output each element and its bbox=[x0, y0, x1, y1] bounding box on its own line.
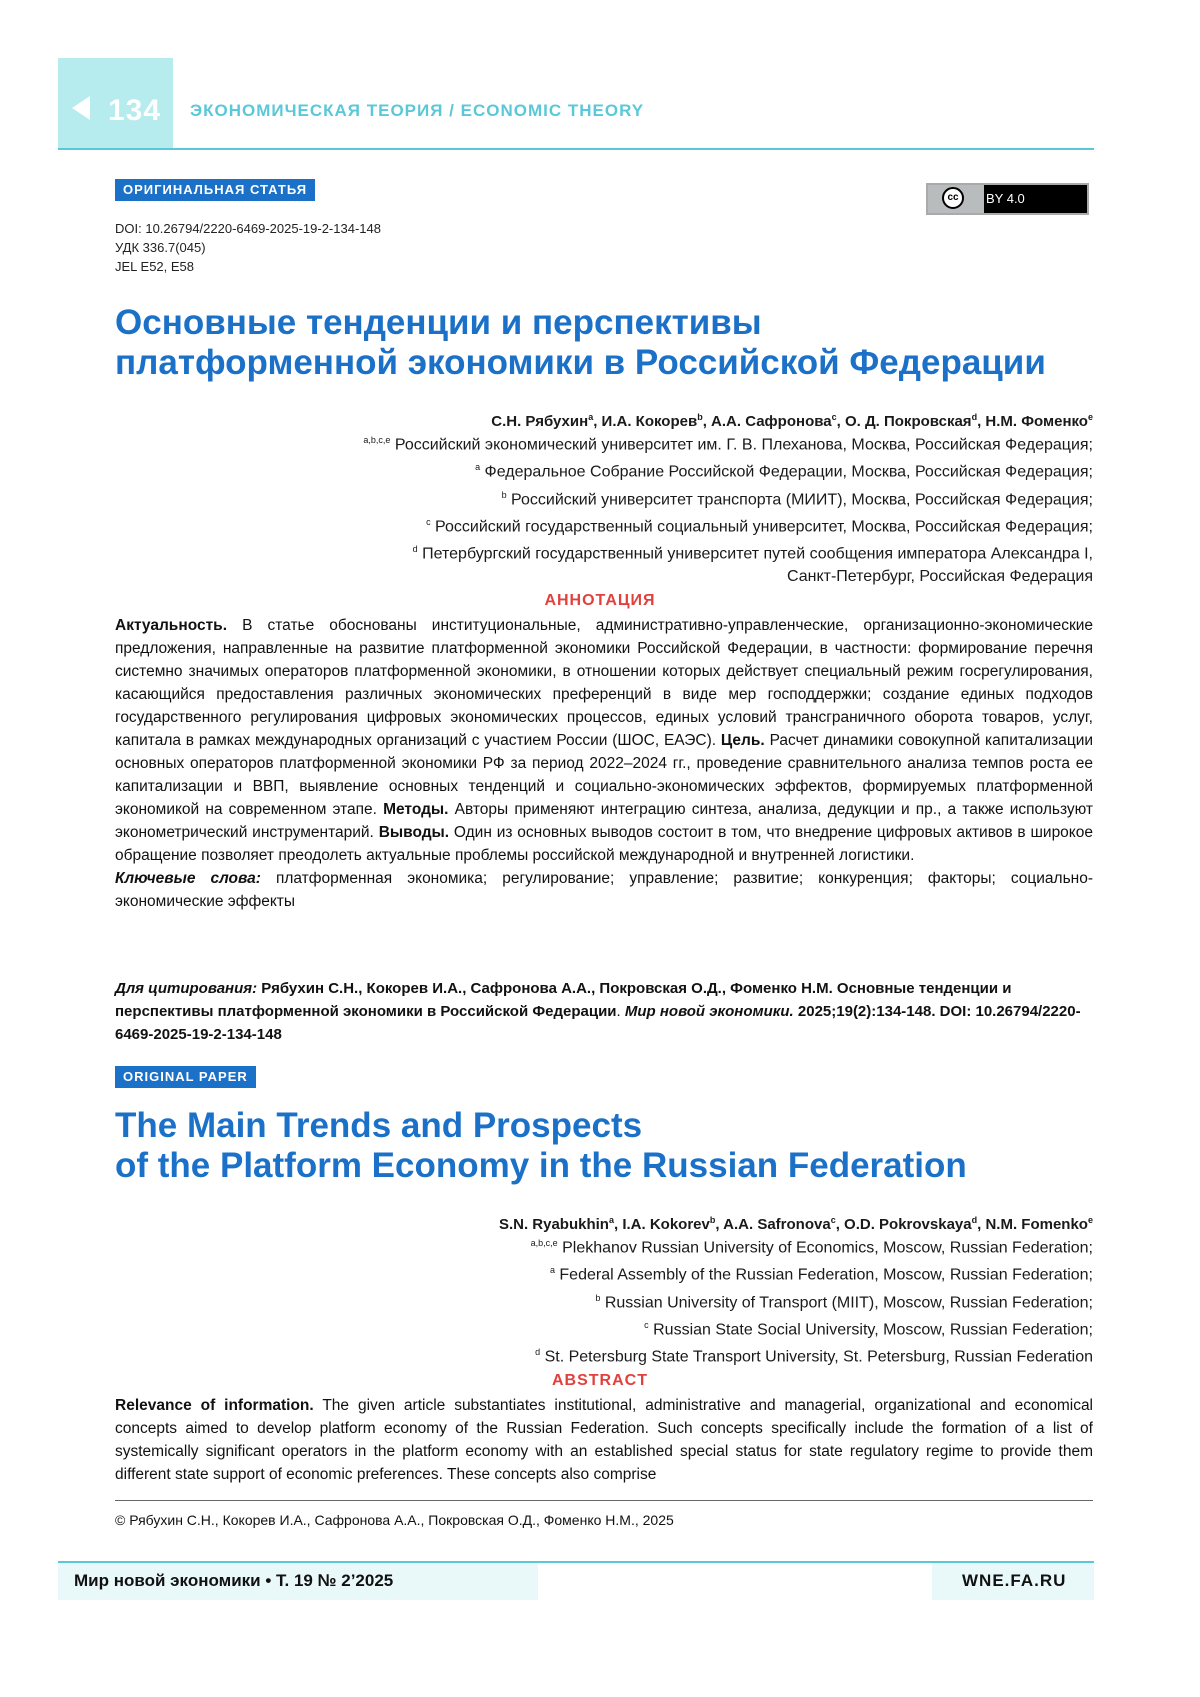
citation-label: Для цитирования: bbox=[115, 980, 257, 997]
original-article-badge: ОРИГИНАЛЬНАЯ СТАТЬЯ bbox=[115, 179, 315, 201]
affiliation bbox=[93, 456, 1093, 483]
methods-label: Методы. bbox=[383, 801, 448, 818]
ru-title bbox=[115, 303, 1115, 383]
affiliation-sup: b bbox=[502, 490, 507, 500]
citation-authors-title: Рябухин С.Н., Кокорев И.А., Сафронова А.А., Покровская О.Д., Фоменко Н.М. Основные тенденции и перспективы платформенной экономики в Российской Федерации bbox=[115, 980, 1011, 1020]
affiliation-text: Federal Assembly of the Russian Federation, Moscow, Russian Federation; bbox=[559, 1267, 1093, 1284]
affiliation-text: Российский государственный социальный университет, Москва, Российская Федерация; bbox=[435, 518, 1093, 535]
keywords-label: Ключевые слова: bbox=[115, 870, 261, 887]
cc-license-badge bbox=[926, 183, 1089, 215]
author-sup: b bbox=[697, 412, 703, 422]
author-sup: d bbox=[972, 412, 978, 422]
affiliation bbox=[93, 1314, 1093, 1341]
author-name: Н.М. Фоменко bbox=[985, 413, 1088, 430]
affiliation bbox=[93, 511, 1093, 538]
citation-journal: Мир новой экономики. bbox=[625, 1003, 794, 1020]
author-name: И.А. Кокорев bbox=[602, 413, 698, 430]
affiliation-sup: d bbox=[413, 544, 418, 554]
en-affiliations bbox=[93, 1232, 1093, 1369]
ru-abstract-heading: АННОТАЦИЯ bbox=[0, 592, 1200, 610]
affiliation-sup: b bbox=[595, 1293, 600, 1303]
copyright-divider bbox=[115, 1500, 1093, 1501]
author-sup: c bbox=[832, 412, 837, 422]
en-authors: S.N. Ryabukhina, I.A. Kokorevb, A.A. Safronovac, O.D. Pokrovskayad, N.M. Fomenkoe bbox=[93, 1209, 1093, 1236]
author-name: O.D. Pokrovskaya bbox=[844, 1216, 972, 1233]
goal-text: Расчет динамики совокупной капитализации основных операторов платформенной экономики РФ за период 2022–2024 гг., проведение сравнительного анализа темпов роста ее капитализации и ВВП, выявление основных тенденций и социально-экономических эффектов, формируемых платформенной экономикой на современном этапе. bbox=[115, 732, 1093, 818]
affiliation-sup: a bbox=[550, 1265, 555, 1275]
affiliation bbox=[93, 1232, 1093, 1259]
en-title bbox=[115, 1106, 1115, 1186]
relevance-text: The given article substantiates institutional, administrative and managerial, organizational and economical concepts aimed to develop platform economy of the Russian Federation. Such concepts specifically include the formation of a list of systemically significant operators in the platform economy with an established special status for state regulatory regime to provide them different state support of economic preferences. These concepts also comprise bbox=[115, 1397, 1093, 1483]
author-sup: c bbox=[831, 1215, 836, 1225]
cc-license-label: BY 4.0 bbox=[986, 191, 1025, 206]
doi: DOI: 10.26794/2220-6469-2025-19-2-134-148 bbox=[115, 221, 381, 236]
affiliation bbox=[93, 1287, 1093, 1314]
conclusions-text: Один из основных выводов состоит в том, что внедрение цифровых активов в широкое обращение позволяет преодолеть актуальные проблемы российской международной и внутренней логистики. bbox=[115, 824, 1093, 864]
affiliation-sup: a,b,c,e bbox=[531, 1238, 558, 1248]
affiliation-text: St. Petersburg State Transport University, St. Petersburg, Russian Federation bbox=[545, 1349, 1093, 1366]
author-name: О. Д. Покровская bbox=[845, 413, 972, 430]
author-sup: b bbox=[710, 1215, 716, 1225]
affiliation-text: Russian University of Transport (MIIT), Moscow, Russian Federation; bbox=[605, 1294, 1093, 1311]
affiliation bbox=[93, 1259, 1093, 1286]
en-title-line-1: The Main Trends and Prospects bbox=[115, 1106, 1115, 1146]
footer-journal: Мир новой экономики • Т. 19 № 2’2025 bbox=[74, 1571, 393, 1591]
jel-codes: JEL E52, E58 bbox=[115, 259, 194, 274]
previous-page-arrow-icon bbox=[72, 96, 90, 120]
ru-title-line-2: платформенной экономики в Российской Федерации bbox=[115, 343, 1115, 383]
affiliation-text: Plekhanov Russian University of Economics, Moscow, Russian Federation; bbox=[562, 1239, 1093, 1256]
author-sup: a bbox=[588, 412, 593, 422]
affiliation-text: Санкт-Петербург, Российская Федерация bbox=[787, 568, 1093, 585]
ru-authors: С.Н. Рябухинa, И.А. Кокоревb, А.А. Сафроноваc, О. Д. Покровскаяd, Н.М. Фоменкоe bbox=[93, 406, 1093, 433]
affiliation-sup: a bbox=[475, 462, 480, 472]
author-name: A.A. Safronova bbox=[723, 1216, 831, 1233]
ru-affiliations bbox=[93, 429, 1093, 588]
cc-icon: cc bbox=[942, 187, 964, 209]
affiliation-text: Петербургский государственный университет путей сообщения императора Александра I, bbox=[422, 546, 1093, 563]
author-name: S.N. Ryabukhin bbox=[499, 1216, 609, 1233]
header-divider bbox=[58, 148, 1094, 150]
author-sup: a bbox=[609, 1215, 614, 1225]
en-abstract bbox=[115, 1394, 1093, 1486]
affiliation bbox=[93, 538, 1093, 565]
original-paper-badge: ORIGINAL PAPER bbox=[115, 1066, 256, 1088]
author-sup: e bbox=[1088, 1215, 1093, 1225]
affiliation bbox=[93, 484, 1093, 511]
affiliation-sup: d bbox=[535, 1347, 540, 1357]
citation: Для цитирования: Рябухин С.Н., Кокорев И.А., Сафронова А.А., Покровская О.Д., Фоменко Н.М. Основные тенденции и перспективы платформенной экономики в Российской Федерации. Мир новой экономики. 2025;19(2):134-148. DOI: 10.26794/2220-6469-2025-19-2-134-148 bbox=[115, 977, 1093, 1046]
author-name: С.Н. Рябухин bbox=[491, 413, 588, 430]
conclusions-label: Выводы. bbox=[379, 824, 449, 841]
author-name: N.M. Fomenko bbox=[985, 1216, 1088, 1233]
citation-tail: 2025;19(2):134-148. DOI: 10.26794/2220-6469-2025-19-2-134-148 bbox=[115, 1003, 1081, 1043]
footer-site-link[interactable]: WNE.FA.RU bbox=[962, 1571, 1066, 1591]
affiliation-text: Федеральное Собрание Российской Федерации, Москва, Российская Федерация; bbox=[485, 464, 1093, 481]
en-abstract-heading: ABSTRACT bbox=[0, 1372, 1200, 1390]
affiliation bbox=[93, 1341, 1093, 1368]
ru-title-line-1: Основные тенденции и перспективы bbox=[115, 303, 1115, 343]
relevance-label: Relevance of information. bbox=[115, 1397, 314, 1414]
affiliation-text: Russian State Social University, Moscow, Russian Federation; bbox=[653, 1321, 1093, 1338]
ru-abstract bbox=[115, 614, 1093, 913]
relevance-label: Актуальность. bbox=[115, 617, 227, 634]
keywords-text: платформенная экономика; регулирование; управление; развитие; конкуренция; факторы; социально-экономические эффекты bbox=[115, 870, 1093, 910]
author-name: А.А. Сафронова bbox=[711, 413, 832, 430]
affiliation-sup: c bbox=[426, 517, 431, 527]
methods-text: Авторы применяют интеграцию синтеза, анализа, дедукции и пр., а также используют эконометрический инструментарий. bbox=[115, 801, 1093, 841]
affiliation-sup: a,b,c,e bbox=[363, 435, 390, 445]
en-title-line-2: of the Platform Economy in the Russian Federation bbox=[115, 1146, 1115, 1186]
affiliation bbox=[93, 429, 1093, 456]
udk: УДК 336.7(045) bbox=[115, 240, 206, 255]
author-sup: e bbox=[1088, 412, 1093, 422]
page-number: 134 bbox=[108, 94, 161, 128]
relevance-text: В статье обоснованы институциональные, административно-управленческие, организационно-экономические предложения, направленные на развитие платформенной экономики Российской Федерации, в частности: формирование перечня системно значимых операторов платформенной экономики, в отношении которых действует специальный режим госрегулирования, касающийся предоставления различных экономических преференций в виде мер господдержки; создание единых подходов государственного регулирования цифровых экономических процессов, единых условий трансграничного оборота товаров, услуг, капитала в рамках международных организаций с участием России (ШОС, ЕАЭС). bbox=[115, 617, 1093, 749]
author-sup: d bbox=[972, 1215, 978, 1225]
affiliation-text: Российский экономический университет им. Г. В. Плеханова, Москва, Российская Федерация; bbox=[395, 436, 1093, 453]
affiliation-sup: c bbox=[644, 1320, 649, 1330]
goal-label: Цель. bbox=[721, 732, 765, 749]
section-title: ЭКОНОМИЧЕСКАЯ ТЕОРИЯ / ECONOMIC THEORY bbox=[190, 101, 644, 121]
affiliation-text: Российский университет транспорта (МИИТ), Москва, Российская Федерация; bbox=[511, 491, 1093, 508]
author-name: I.A. Kokorev bbox=[622, 1216, 710, 1233]
affiliation bbox=[93, 566, 1093, 588]
copyright: © Рябухин С.Н., Кокорев И.А., Сафронова А.А., Покровская О.Д., Фоменко Н.М., 2025 bbox=[115, 1512, 674, 1528]
